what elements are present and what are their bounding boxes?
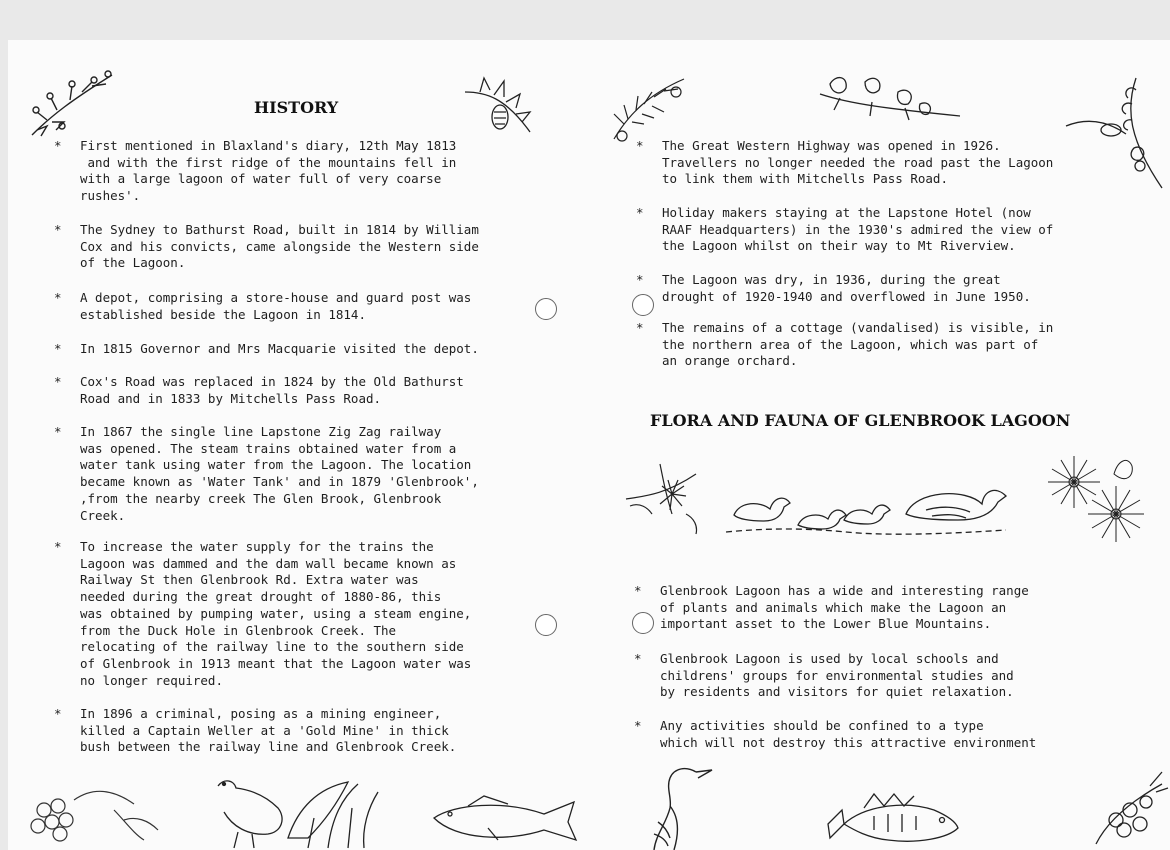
history-item: * Cox's Road was replaced in 1824 by the Old Bathurst Road and in 1833 by Mitchells Pass Road.: [54, 374, 464, 406]
perch-icon: [824, 784, 964, 850]
history-item-text: In 1867 the single line Lapstone Zig Zag railway was opened. The steam trains obtained water from a water tank using water from the Lagoon. The location became known as 'Water Tank' and in 1879 'Glenbrook', ,from the nearby creek The Glen Brook, Glenbrook Creek.: [80, 424, 479, 523]
history-item: * In 1867 the single line Lapstone Zig Zag railway was opened. The steam trains obtained water from a water tank using water from the Lagoon. The location became known as 'Water Tank' and in 1879 'Glenbrook', ,from the nearby creek The Glen Brook, Glenbrook Creek.: [54, 424, 479, 523]
history-item-text: Holiday makers staying at the Lapstone Hotel (now RAAF Headquarters) in the 1930's admired the view of the Lagoon whilst on their way to Mt Riverview.: [662, 205, 1054, 254]
eucalypt-blossom-icon: [616, 454, 726, 544]
flora-item-text: Any activities should be confined to a type which will not destroy this attractive environment: [660, 718, 1037, 750]
swamphen-icon: [208, 768, 388, 850]
flowering-vine-icon: [810, 64, 970, 134]
history-item-text: To increase the water supply for the trains the Lagoon was dammed and the dam wall became known as Railway St then Glenbrook Rd. Extra water was needed during the great drought of 1880-86, this was obtained by pumping water, using a steam engine, from the Duck Hole in Glenbrook Creek. The relocating of the railway line to the southern side of Glenbrook in 1913 meant that the Lagoon water was no longer required.: [80, 539, 472, 688]
history-item: * The Lagoon was dry, in 1936, during the great drought of 1920-1940 and overflowed in June 1950.: [636, 272, 1031, 304]
history-item: * First mentioned in Blaxland's diary, 12th May 1813 and with the first ridge of the mountains fell in with a large lagoon of water full of very coarse rushes'.: [54, 138, 457, 204]
grapes-icon: [14, 770, 174, 850]
history-item: * The remains of a cottage (vandalised) is visible, in the northern area of the Lagoon, which was part of an orange orchard.: [636, 320, 1054, 369]
banksia-sprig-icon: [460, 62, 540, 142]
history-item: * In 1815 Governor and Mrs Macquarie visited the depot.: [54, 341, 479, 356]
history-item: * To increase the water supply for the trains the Lagoon was dammed and the dam wall became known as Railway St then Glenbrook Rd. Extra water was needed during the great drought of 1880-86, this was obtained by pumping water, using a steam engine, from the Duck Hole in Glenbrook Creek. The relocating of the railway line to the southern side of Glenbrook in 1913 meant that the Lagoon water was no longer required.: [54, 539, 472, 688]
orchid-icon: [1066, 68, 1170, 198]
flora-item: * Glenbrook Lagoon has a wide and interesting range of plants and animals which make the Lagoon an important asset to the Lower Blue Mountains.: [634, 583, 1029, 632]
history-item-text: In 1815 Governor and Mrs Macquarie visited the depot.: [80, 341, 479, 356]
history-item: * In 1896 a criminal, posing as a mining engineer, killed a Captain Weller at a 'Gold Mine' in thick bush between the railway line and Glenbrook Creek.: [54, 706, 457, 755]
flora-item: * Glenbrook Lagoon is used by local schools and childrens' groups for environmental studies and by residents and visitors for quiet relaxation.: [634, 651, 1014, 700]
punch-hole: [632, 612, 654, 634]
cormorant-icon: [636, 762, 716, 850]
fish-icon: [428, 790, 588, 850]
flora-item-text: Glenbrook Lagoon has a wide and interesting range of plants and animals which make the Lagoon an important asset to the Lower Blue Mountains.: [660, 583, 1029, 632]
history-item: * The Great Western Highway was opened in 1926. Travellers no longer needed the road past the Lagoon to link them with Mitchells Pass Road.: [636, 138, 1054, 187]
history-heading: HISTORY: [254, 98, 339, 117]
history-item-text: In 1896 a criminal, posing as a mining engineer, killed a Captain Weller at a 'Gold Mine' in thick bush between the railway line and Glenbrook Creek.: [80, 706, 457, 755]
pine-sprig-icon: [604, 64, 694, 144]
history-item: * Holiday makers staying at the Lapstone Hotel (now RAAF Headquarters) in the 1930's admired the view of the Lagoon whilst on their way to Mt Riverview.: [636, 205, 1054, 254]
document-page: [8, 40, 1170, 850]
flora-fauna-heading: FLORA AND FAUNA OF GLENBROOK LAGOON: [650, 411, 1071, 430]
punch-hole: [535, 614, 557, 636]
history-item-text: The Great Western Highway was opened in 1926. Travellers no longer needed the road past the Lagoon to link them with Mitchells Pass Road.: [662, 138, 1054, 187]
history-item-text: The Sydney to Bathurst Road, built in 1814 by William Cox and his convicts, came alongside the Western side of the Lagoon.: [80, 222, 479, 271]
flora-item: * Any activities should be confined to a type which will not destroy this attractive environment: [634, 718, 1037, 750]
history-item: * The Sydney to Bathurst Road, built in 1814 by William Cox and his convicts, came alongside the Western side of the Lagoon.: [54, 222, 479, 271]
flora-item-text: Glenbrook Lagoon is used by local schools and childrens' groups for environmental studies and by residents and visitors for quiet relaxation.: [660, 651, 1014, 700]
history-item-text: Cox's Road was replaced in 1824 by the Old Bathurst Road and in 1833 by Mitchells Pass Road.: [80, 374, 464, 406]
history-item-text: A depot, comprising a store-house and guard post was established beside the Lagoon in 1814.: [80, 290, 472, 322]
berries-icon: [1086, 764, 1170, 850]
history-item-text: First mentioned in Blaxland's diary, 12th May 1813 and with the first ridge of the mountains fell in with a large lagoon of water full of very coarse rushes'.: [80, 138, 457, 204]
wattle-sprig-icon: [22, 60, 122, 140]
punch-hole: [632, 294, 654, 316]
gum-blossom-icon: [1044, 444, 1164, 550]
history-item-text: The Lagoon was dry, in 1936, during the great drought of 1920-1940 and overflowed in June 1950.: [662, 272, 1031, 304]
punch-hole: [535, 298, 557, 320]
history-item: * A depot, comprising a store-house and guard post was established beside the Lagoon in 1814.: [54, 290, 472, 322]
history-item-text: The remains of a cottage (vandalised) is visible, in the northern area of the Lagoon, which was part of an orange orchard.: [662, 320, 1054, 369]
ducks-icon: [726, 470, 1016, 540]
